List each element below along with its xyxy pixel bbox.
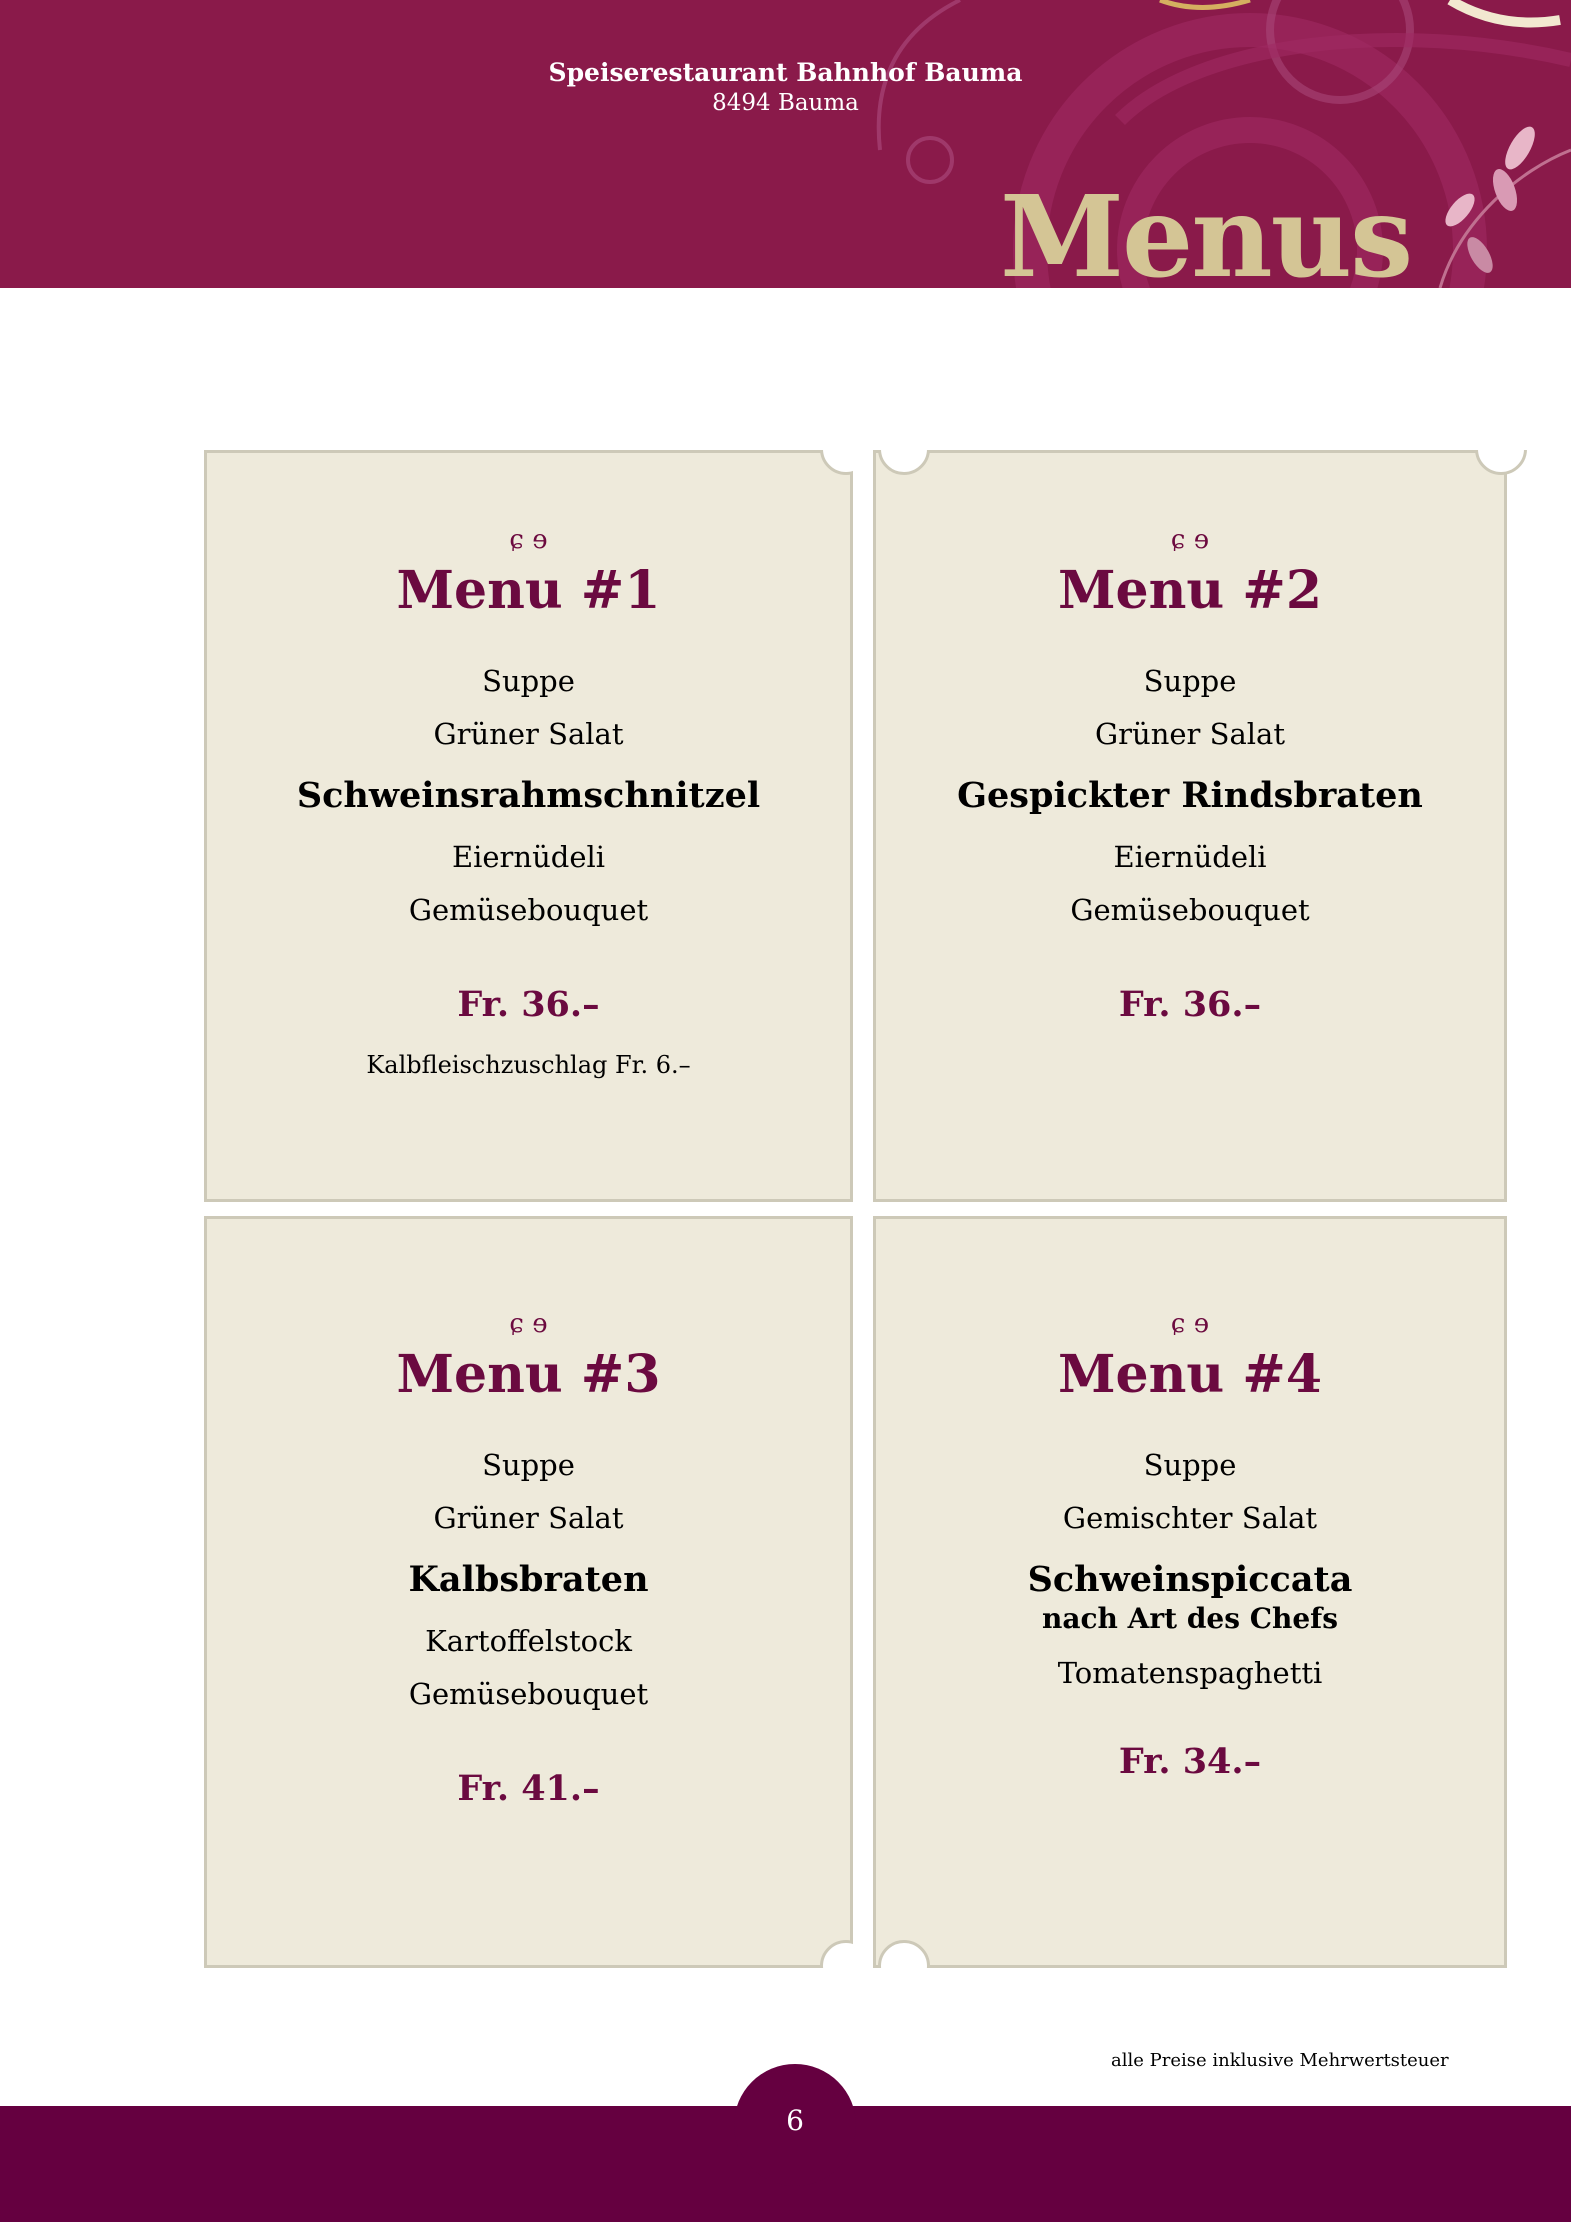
- main-dish: Schweinsrahmschnitzel: [296, 775, 761, 816]
- menu-item: Suppe: [482, 1448, 575, 1482]
- menu-item: Gemischter Salat: [1062, 1501, 1318, 1535]
- menu-price: Fr. 41.–: [457, 1768, 600, 1809]
- menu-card-1: [204, 450, 853, 1202]
- restaurant-name: Speiserestaurant Bahnhof Bauma: [548, 58, 1023, 87]
- menu-card-3: [204, 1216, 853, 1968]
- ornament-icon: ɕ ɘ: [509, 1309, 548, 1339]
- main-dish-subtitle: nach Art des Chefs: [1042, 1602, 1338, 1635]
- menu-side: Kartoffelstock: [425, 1624, 632, 1658]
- notch-cover: [810, 1968, 950, 2008]
- menu-side: Gemüsebouquet: [408, 893, 649, 927]
- menu-card-2: [873, 450, 1507, 1202]
- ornament-icon: ɕ ɘ: [1170, 525, 1210, 555]
- ornament-icon: ɕ ɘ: [509, 525, 548, 555]
- notch-cover: [810, 420, 950, 450]
- restaurant-city: 8494 Bauma: [712, 90, 859, 116]
- main-dish: Gespickter Rindsbraten: [957, 775, 1423, 816]
- page-title: Menus: [1000, 172, 1412, 288]
- ornament-icon: ɕ ɘ: [1170, 1309, 1210, 1339]
- card-gap: [853, 440, 873, 1980]
- menu-item: Suppe: [482, 664, 575, 698]
- main-dish: Schweinspiccata: [1027, 1559, 1353, 1600]
- menu-side: Eiernüdeli: [1113, 840, 1267, 874]
- menu-item: Grüner Salat: [433, 717, 624, 751]
- main-dish: Kalbsbraten: [408, 1559, 649, 1600]
- menu-side: Gemüsebouquet: [1070, 893, 1310, 927]
- menu-title: Menu #1: [396, 560, 661, 621]
- page-number: 6: [786, 2104, 804, 2137]
- menu-title: Menu #2: [1057, 560, 1323, 621]
- menu-item: Grüner Salat: [1094, 717, 1285, 751]
- menu-price: Fr. 36.–: [1118, 984, 1262, 1025]
- menu-card-4: [873, 1216, 1507, 1968]
- menu-side: Gemüsebouquet: [408, 1677, 649, 1711]
- notch-cover: [1470, 420, 1560, 450]
- menu-title: Menu #4: [1057, 1344, 1323, 1405]
- header-banner: [0, 0, 1571, 288]
- menu-item: Suppe: [1143, 1448, 1237, 1482]
- menu-item: Suppe: [1143, 664, 1237, 698]
- menu-item: Grüner Salat: [433, 1501, 624, 1535]
- menu-side: Eiernüdeli: [451, 840, 606, 874]
- menu-side: Tomatenspaghetti: [1057, 1656, 1323, 1690]
- menu-price: Fr. 34.–: [1118, 1741, 1262, 1782]
- vat-note: alle Preise inklusive Mehrwertsteuer: [1111, 2050, 1449, 2071]
- menu-title: Menu #3: [396, 1344, 661, 1405]
- menu-price: Fr. 36.–: [457, 984, 600, 1025]
- menu-note: Kalbfleischzuschlag Fr. 6.–: [366, 1051, 691, 1079]
